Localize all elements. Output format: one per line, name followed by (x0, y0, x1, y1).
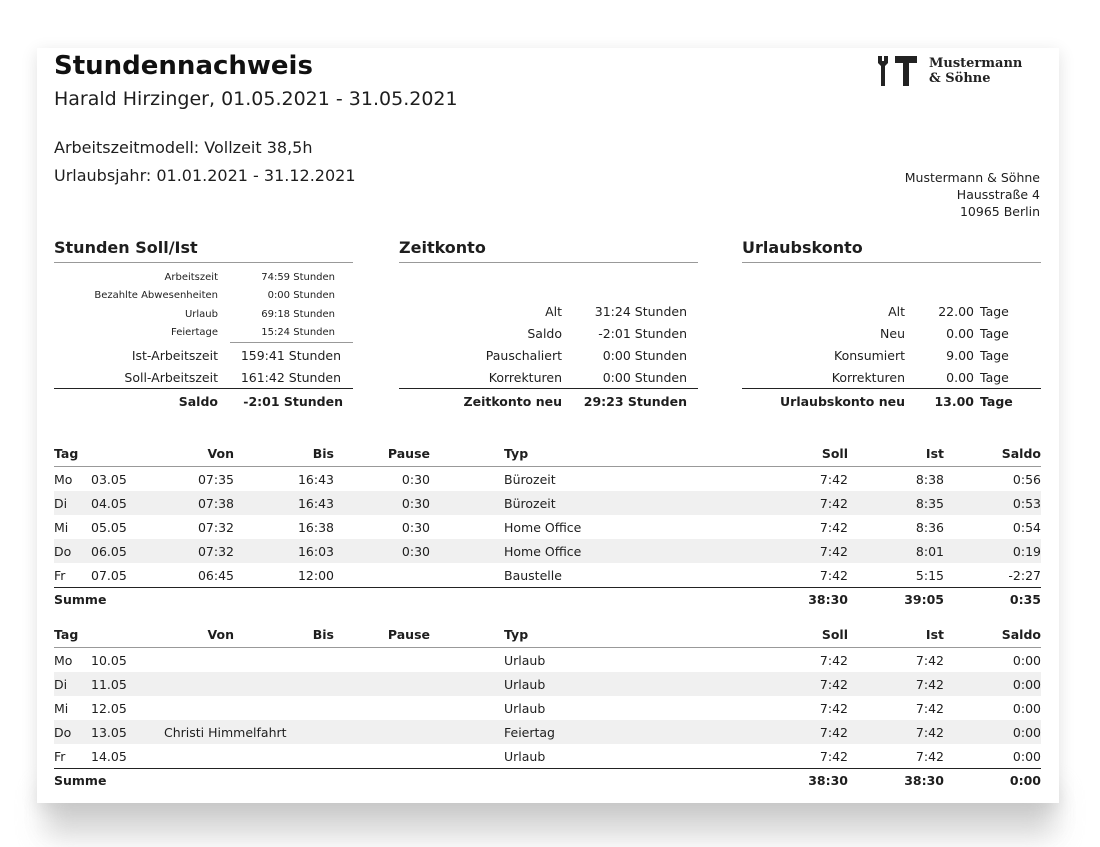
sum-label: Summe (54, 591, 107, 607)
logo-line-2: & Söhne (929, 71, 991, 86)
summary-row (742, 344, 1041, 366)
col-bis: Bis (312, 626, 334, 642)
cell-bis: 16:43 (297, 495, 334, 511)
summary-label: Alt (888, 303, 905, 319)
cell-saldo: 0:56 (1012, 471, 1041, 487)
col-pause: Pause (387, 626, 430, 642)
cell-bis (254, 720, 334, 744)
cell-soll: 7:42 (819, 676, 848, 692)
table-row (54, 539, 1041, 563)
table-sum-row (54, 587, 1041, 610)
cell-soll: 7:42 (819, 748, 848, 764)
cell-ist: 7:42 (915, 724, 944, 740)
tools-icon (875, 54, 923, 88)
sum-ist: 38:30 (904, 772, 944, 788)
cell-pause (350, 648, 430, 672)
summary-row (54, 344, 353, 366)
table-header (54, 621, 1041, 648)
cell-pause (350, 563, 430, 587)
work-model: Arbeitszeitmodell: Vollzeit 38,5h (54, 138, 313, 157)
cell-von: 07:38 (197, 495, 234, 511)
table-row (54, 696, 1041, 720)
vacation-year: Urlaubsjahr: 01.01.2021 - 31.12.2021 (54, 166, 356, 185)
cell-soll: 7:42 (819, 724, 848, 740)
summary-row (54, 305, 353, 323)
cell-soll: 7:42 (819, 567, 848, 583)
cell-day: Do (54, 543, 72, 559)
summary-total-label: Urlaubskonto neu (780, 393, 905, 409)
col-saldo: Saldo (1001, 626, 1041, 642)
document-page (37, 48, 1059, 803)
cell-date: 12.05 (91, 700, 127, 716)
cell-von (154, 696, 234, 720)
summary-total-unit: Tage (980, 393, 1013, 409)
company-address (905, 169, 1040, 220)
cell-day: Di (54, 676, 68, 692)
cell-von (154, 744, 234, 768)
table-row (54, 672, 1041, 696)
company-logo-text (929, 56, 1022, 86)
cell-date: 13.05 (91, 724, 127, 740)
cell-soll: 7:42 (819, 519, 848, 535)
summary-row (742, 366, 1041, 388)
section-title: Stunden Soll/Ist (54, 238, 353, 263)
summary-label: Feiertage (171, 326, 218, 338)
summary-label: Bezahlte Abwesenheiten (94, 289, 218, 301)
cell-pause (350, 720, 430, 744)
cell-ist: 8:38 (915, 471, 944, 487)
summary-label: Urlaub (184, 308, 218, 320)
cell-soll: 7:42 (819, 652, 848, 668)
sum-soll: 38:30 (808, 591, 848, 607)
col-typ: Typ (504, 626, 529, 642)
summary-unit: Tage (980, 369, 1009, 385)
cell-day: Mo (54, 471, 73, 487)
summary-label: Konsumiert (834, 347, 905, 363)
cell-pause (350, 696, 430, 720)
summary-label: Pauschaliert (485, 347, 562, 363)
table-sum-row (54, 768, 1041, 791)
table-header (54, 440, 1041, 467)
cell-ist: 8:35 (915, 495, 944, 511)
summary-row (399, 300, 698, 322)
employee-period: Harald Hirzinger, 01.05.2021 - 31.05.2021 (54, 88, 458, 110)
cell-ist: 7:42 (915, 700, 944, 716)
summary-value: 159:41 Stunden (240, 347, 341, 363)
summary-row (399, 344, 698, 366)
cell-ist: 5:15 (915, 567, 944, 583)
sum-saldo: 0:00 (1009, 772, 1041, 788)
section-title: Urlaubskonto (742, 238, 1041, 263)
cell-day: Mi (54, 519, 69, 535)
summary-label: Neu (880, 325, 905, 341)
col-ist: Ist (925, 445, 944, 461)
section-zeitkonto (399, 238, 698, 408)
cell-date: 03.05 (91, 471, 127, 487)
summary-value: 15:24 Stunden (261, 326, 335, 338)
cell-typ: Urlaub (504, 700, 546, 716)
cell-saldo: 0:00 (1012, 748, 1041, 764)
col-tag: Tag (54, 445, 79, 461)
document-title: Stundennachweis (54, 51, 313, 81)
cell-saldo: 0:19 (1012, 543, 1041, 559)
cell-date: 07.05 (91, 567, 127, 583)
summary-total-label: Saldo (178, 393, 218, 409)
cell-typ: Urlaub (504, 748, 546, 764)
cell-ist: 8:36 (915, 519, 944, 535)
col-pause: Pause (387, 445, 430, 461)
summary-number: 22.00 (938, 303, 974, 319)
summary-label: Korrekturen (831, 369, 905, 385)
week-table (54, 440, 1041, 610)
cell-date: 10.05 (91, 652, 127, 668)
table-row (54, 563, 1041, 587)
cell-typ: Home Office (504, 543, 582, 559)
cell-typ: Home Office (504, 519, 582, 535)
summary-value: 0:00 Stunden (602, 369, 687, 385)
summary-total-label: Zeitkonto neu (463, 393, 562, 409)
cell-soll: 7:42 (819, 471, 848, 487)
sum-saldo: 0:35 (1009, 591, 1041, 607)
summary-value: -2:01 Stunden (598, 325, 687, 341)
cell-ist: 7:42 (915, 676, 944, 692)
summary-row (54, 286, 353, 304)
logo-line-1: Mustermann (929, 56, 1023, 71)
cell-saldo: 0:00 (1012, 676, 1041, 692)
summary-number: 9.00 (946, 347, 974, 363)
address-line: 10965 Berlin (959, 204, 1040, 219)
week-table (54, 621, 1041, 791)
summary-total-number: 13.00 (934, 393, 974, 409)
summary-unit: Tage (980, 347, 1009, 363)
table-row (54, 491, 1041, 515)
cell-soll: 7:42 (819, 700, 848, 716)
summary-value: 161:42 Stunden (240, 369, 341, 385)
summary-value: 0:00 Stunden (267, 289, 335, 301)
summary-value: 69:18 Stunden (261, 308, 335, 320)
sum-label: Summe (54, 772, 107, 788)
cell-bis: 12:00 (297, 567, 334, 583)
cell-typ: Urlaub (504, 652, 546, 668)
table-row (54, 720, 1041, 744)
table-body (54, 648, 1041, 768)
cell-pause (350, 672, 430, 696)
summary-row (399, 366, 698, 388)
table-row (54, 648, 1041, 672)
cell-von: Christi Himmelfahrt (164, 724, 287, 740)
cell-bis (254, 696, 334, 720)
section-title: Zeitkonto (399, 238, 698, 263)
cell-typ: Urlaub (504, 676, 546, 692)
cell-soll: 7:42 (819, 495, 848, 511)
cell-ist: 7:42 (915, 652, 944, 668)
section-soll-ist (54, 238, 353, 408)
cell-day: Fr (54, 748, 66, 764)
col-von: Von (207, 626, 234, 642)
cell-date: 11.05 (91, 676, 127, 692)
summary-unit: Tage (980, 325, 1009, 341)
summary-row (399, 322, 698, 344)
company-logo (875, 54, 1055, 92)
col-typ: Typ (504, 445, 529, 461)
address-line: Hausstraße 4 (956, 187, 1040, 202)
cell-saldo: 0:00 (1012, 700, 1041, 716)
cell-bis (254, 744, 334, 768)
cell-bis: 16:43 (297, 471, 334, 487)
col-soll: Soll (821, 445, 848, 461)
cell-saldo: 0:00 (1012, 724, 1041, 740)
summary-label: Korrekturen (488, 369, 562, 385)
col-von: Von (207, 445, 234, 461)
cell-bis (254, 648, 334, 672)
cell-date: 04.05 (91, 495, 127, 511)
cell-von: 07:32 (197, 543, 234, 559)
cell-von: 07:35 (197, 471, 234, 487)
summary-row (54, 268, 353, 286)
sum-ist: 39:05 (904, 591, 944, 607)
summary-total-value: -2:01 Stunden (243, 393, 343, 409)
summary-row (742, 322, 1041, 344)
table-body (54, 467, 1041, 587)
cell-bis: 16:03 (297, 543, 334, 559)
col-saldo: Saldo (1001, 445, 1041, 461)
cell-pause: 0:30 (401, 519, 430, 535)
summary-number: 0.00 (946, 325, 974, 341)
summary-label: Ist-Arbeitszeit (131, 347, 218, 363)
cell-von (154, 672, 234, 696)
cell-day: Di (54, 495, 68, 511)
cell-day: Mo (54, 652, 73, 668)
summary-total-row (54, 388, 353, 413)
cell-saldo: 0:00 (1012, 652, 1041, 668)
section-urlaubskonto (742, 238, 1041, 408)
summary-row (54, 366, 353, 388)
sum-soll: 38:30 (808, 772, 848, 788)
cell-day: Do (54, 724, 72, 740)
cell-ist: 8:01 (915, 543, 944, 559)
cell-typ: Feiertag (504, 724, 555, 740)
summary-value: 31:24 Stunden (594, 303, 687, 319)
summary-label: Alt (545, 303, 562, 319)
cell-saldo: -2:27 (1008, 567, 1041, 583)
summary-total-value: 29:23 Stunden (583, 393, 687, 409)
cell-pause: 0:30 (401, 543, 430, 559)
summary-row (742, 300, 1041, 322)
summary-total-row (399, 388, 698, 413)
cell-von: 06:45 (197, 567, 234, 583)
table-row (54, 744, 1041, 768)
summary-label: Arbeitszeit (164, 271, 218, 283)
cell-saldo: 0:54 (1012, 519, 1041, 535)
col-soll: Soll (821, 626, 848, 642)
col-tag: Tag (54, 626, 79, 642)
cell-pause: 0:30 (401, 495, 430, 511)
summary-label: Soll-Arbeitszeit (124, 369, 218, 385)
cell-day: Mi (54, 700, 69, 716)
summary-total-row (742, 388, 1041, 413)
cell-pause (350, 744, 430, 768)
summary-value: 0:00 Stunden (602, 347, 687, 363)
cell-von: 07:32 (197, 519, 234, 535)
cell-saldo: 0:53 (1012, 495, 1041, 511)
cell-date: 05.05 (91, 519, 127, 535)
cell-date: 06.05 (91, 543, 127, 559)
summary-value: 74:59 Stunden (261, 271, 335, 283)
col-bis: Bis (312, 445, 334, 461)
table-row (54, 515, 1041, 539)
subtotal-divider (230, 342, 353, 343)
cell-typ: Baustelle (504, 567, 562, 583)
summary-row (54, 323, 353, 341)
cell-typ: Bürozeit (504, 495, 556, 511)
summary-label: Saldo (527, 325, 562, 341)
cell-bis: 16:38 (297, 519, 334, 535)
summary-unit: Tage (980, 303, 1009, 319)
cell-von (154, 648, 234, 672)
cell-bis (254, 672, 334, 696)
cell-typ: Bürozeit (504, 471, 556, 487)
cell-ist: 7:42 (915, 748, 944, 764)
cell-pause: 0:30 (401, 471, 430, 487)
cell-day: Fr (54, 567, 66, 583)
address-line: Mustermann & Söhne (904, 170, 1040, 185)
cell-date: 14.05 (91, 748, 127, 764)
table-row (54, 467, 1041, 491)
summary-number: 0.00 (946, 369, 974, 385)
cell-soll: 7:42 (819, 543, 848, 559)
col-ist: Ist (925, 626, 944, 642)
